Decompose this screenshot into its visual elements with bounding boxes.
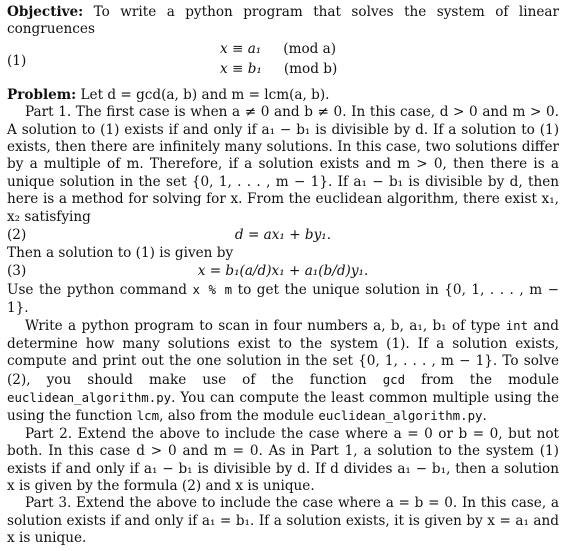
write-text-3: from the module — [405, 371, 559, 388]
write-text-1: Write a python program to scan in four numbers a, b, a₁, b₁ of type — [25, 318, 506, 335]
python-command-text-1: Use the python command — [7, 282, 193, 299]
code-lcm: lcm — [136, 408, 160, 424]
objective-paragraph — [7, 4, 559, 39]
write-program-paragraph — [7, 317, 559, 425]
python-command-text-2: to get the unique solution in {0, 1, . . . , m − 1}. — [7, 282, 559, 316]
equation-3 — [7, 262, 559, 281]
problem-text: Let d = gcd(a, b) and m = lcm(a, b). — [76, 86, 330, 103]
python-command-paragraph — [7, 281, 559, 317]
part1-solution-lead: Then a solution to (1) is given by — [7, 245, 234, 262]
equation-2 — [7, 226, 559, 245]
system-number: (1) — [7, 52, 27, 69]
code-module-1: euclidean_algorithm.py — [7, 389, 172, 405]
code-module-2: euclidean_algorithm.py — [318, 408, 483, 424]
code-int: int — [505, 318, 529, 334]
write-text-6: . — [482, 408, 487, 425]
part1-paragraph: Part 1. The first case is when a ≠ 0 and b ≠ 0. In this case, d > 0 and m > 0. A solution to (1) exists if and only if a₁ − b₁ is divisible by d. If a solution to (1) exists, then there are infinitely many solutions. In this case, two solutions differ by a multiple of m. Therefore, if a solution exists and m > 0, then there is a unique solution in the set {0, 1, . . . , m − 1}. If a₁ − b₁ is divisible by d, then here is a method for solving for x. From the euclidean algorithm, there exist x₁, x₂ satisfying — [7, 104, 559, 225]
write-text-2: and determine how many solutions exist to the system (1). If a solution exists, compute and print out the one solution in the set {0, 1, . . . , m − 1}. To solve (2), you should make use of the function — [7, 318, 559, 388]
congruence-2-lhs: x ≡ b₁ — [220, 60, 262, 77]
congruence-1-lhs: x ≡ a₁ — [220, 40, 262, 57]
equation-2-text: d = ax₁ + by₁. — [234, 227, 332, 244]
congruence-line-2 — [220, 61, 337, 78]
equation-2-number: (2) — [7, 227, 27, 244]
congruence-2-mod: (mod b) — [283, 60, 338, 77]
write-text-4: . You can compute the least common multiple using the using the function — [7, 389, 559, 425]
part2-paragraph: Part 2. Extend the above to include the case where a = 0 or b = 0, but not both. In this case d > 0 and m = 0. As in Part 1, a solution to the system (1) exists if and only if a₁ − b₁ is divisible by d. If d divides a₁ − b₁, then a solution x is given by the formula (2) and x is unique. — [7, 425, 559, 494]
congruence-line-1 — [220, 41, 336, 58]
equation-3-number: (3) — [7, 263, 27, 280]
objective-label: Objective: — [7, 4, 84, 20]
part3-paragraph: Part 3. Extend the above to include the case where a = b = 0. In this case, a solution exists if and only if a₁ = b₁. If a solution exists, it is given by x = a₁ and x is unique. — [7, 495, 559, 547]
equation-3-text: x = b₁(a/d)x₁ + a₁(b/d)y₁. — [197, 263, 369, 280]
congruence-system — [7, 41, 559, 84]
write-text-5: , also from the module — [159, 408, 319, 425]
code-gcd: gcd — [382, 371, 406, 387]
congruence-1-mod: (mod a) — [283, 40, 337, 57]
python-command-code: x % m — [192, 282, 233, 298]
problem-paragraph — [7, 87, 559, 104]
problem-label: Problem: — [7, 86, 77, 103]
objective-text: To write a python program that solves the system of linear congruences — [7, 4, 559, 38]
